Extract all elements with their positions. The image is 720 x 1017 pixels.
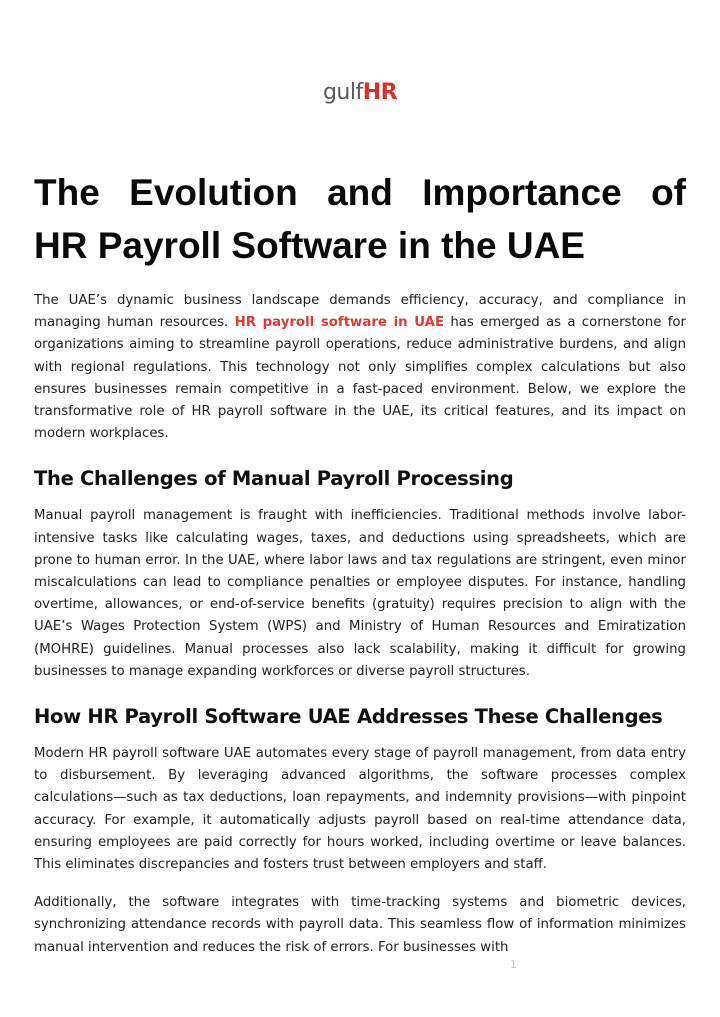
title-line-2: HR Payroll Software in the UAE — [34, 225, 585, 266]
logo-hr-text: HR — [362, 80, 398, 105]
intro-text-after: has emerged as a cornerstone for organizations aiming to streamline payroll operations, reduce administrative burdens, and align with regional regulations. This technology not only simplifies complex calculations but also ensures businesses remain competitive in a fast-paced environment. Below, we explore the transformative role of HR payroll software in the UAE, its critical features, and its impact on modern workplaces. — [34, 315, 686, 442]
solutions-paragraph-1: Modern HR payroll software UAE automates every stage of payroll management, from data entry to disbursement. By leveraging advanced algorithms, the software processes complex calculations—such as tax deductions, loan repayments, and indemnity provisions—with pinpoint accuracy. For example, it automatically adjusts payroll based on real-time attendance data, ensuring employees are paid correctly for hours worked, including overtime or leave balances. This eliminates discrepancies and fosters trust between employers and staff. — [34, 746, 686, 873]
section-heading-challenges: The Challenges of Manual Payroll Processing — [34, 467, 514, 491]
section-heading-solutions: How HR Payroll Software UAE Addresses These Challenges — [34, 705, 663, 729]
solutions-paragraph-2: Additionally, the software integrates with time-tracking systems and biometric devices, synchronizing attendance records with payroll data. This seamless flow of information minimizes manual intervention and reduces the risk of errors. For businesses with — [34, 895, 686, 955]
page-number: 1 — [510, 958, 517, 971]
title-line-1: The Evolution and Importance of — [34, 172, 686, 213]
logo-gulf-text: gulf — [322, 80, 363, 105]
intro-text-before: The UAE’s dynamic business landscape demands efficiency, accuracy, and compliance in managing human resources. — [34, 293, 686, 331]
gulfhr-logo — [0, 80, 720, 105]
challenges-paragraph: Manual payroll management is fraught with inefficiencies. Traditional methods involve labor-intensive tasks like calculating wages, taxes, and deductions using spreadsheets, which are prone to human error. In the UAE, where labor laws and tax regulations are stringent, even minor miscalculations can lead to compliance penalties or employee disputes. For instance, handling overtime, allowances, or end-of-service benefits (gratuity) requires precision to align with the UAE’s Wages Protection System (WPS) and Ministry of Human Resources and Emiratization (MOHRE) guidelines. Manual processes also lack scalability, making it difficult for growing businesses to manage expanding workforces or diverse payroll structures. — [34, 508, 686, 679]
intro-paragraph — [34, 290, 686, 445]
article-body — [34, 290, 686, 975]
hr-payroll-software-link[interactable]: HR payroll software in UAE — [234, 315, 445, 331]
page-title — [34, 166, 686, 272]
